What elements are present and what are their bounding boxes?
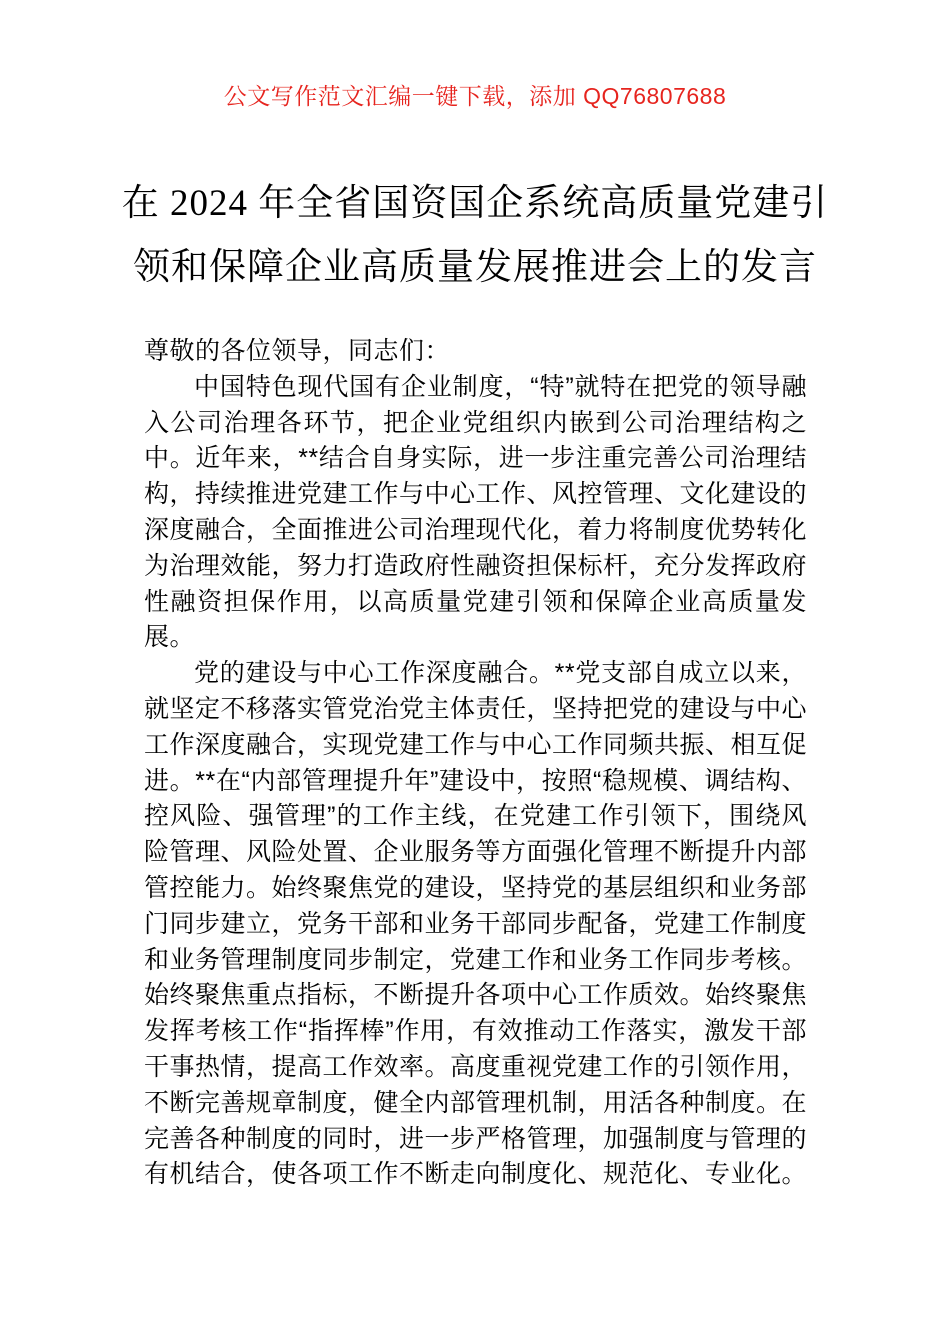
document-title-line-2: 领和保障企业高质量发展推进会上的发言 xyxy=(133,247,817,288)
body-paragraph: 中国特色现代国有企业制度，“特”就特在把党的领导融入公司治理各环节，把企业党组织内嵌到公司治理结构之中。近年来，**结合自身实际，进一步注重完善公司治理结构，持续推进党建工作与中心工作、风控管理、文化建设的深度融合，全面推进公司治理现代化，着力将制度优势转化为治理效能，努力打造政府性融资担保标杆，充分发挥政府性融资担保作用，以高质量党建引领和保障企业高质量发展。 xyxy=(144,372,808,652)
document-title xyxy=(0,172,950,300)
body-paragraph: 党的建设与中心工作深度融合。**党支部自成立以来，就坚定不移落实管党治党主体责任，坚持把党的建设与中心工作深度融合，实现党建工作与中心工作同频共振、相互促进。**在“内部管理提升年”建设中，按照“稳规模、调结构、控风险、强管理”的工作主线，在党建工作引领下，围绕风险管理、风险处置、企业服务等方面强化管理不断提升内部管控能力。始终聚焦党的建设，坚持党的基层组织和业务部门同步建立，党务干部和业务干部同步配备，党建工作制度和业务管理制度同步制定，党建工作和业务工作同步考核。始终聚焦重点指标，不断提升各项中心工作质效。始终聚焦发挥考核工作“指挥棒”作用，有效推动工作落实，激发干部干事热情，提高工作效率。高度重视党建工作的引领作用，不断完善规章制度，健全内部管理机制，用活各种制度。在完善各种制度的同时，进一步严格管理，加强制度与管理的有机结合，使各项工作不断走向制度化、规范化、专业化。 xyxy=(144,659,808,1189)
document-body xyxy=(144,334,807,1193)
salutation-line: 尊敬的各位领导，同志们： xyxy=(144,337,451,365)
promo-notice: 公文写作范文汇编一键下载，添加 QQ76807688 xyxy=(223,83,727,109)
document-title-line-1: 在 2024 年全省国资国企系统高质量党建引 xyxy=(121,183,829,224)
